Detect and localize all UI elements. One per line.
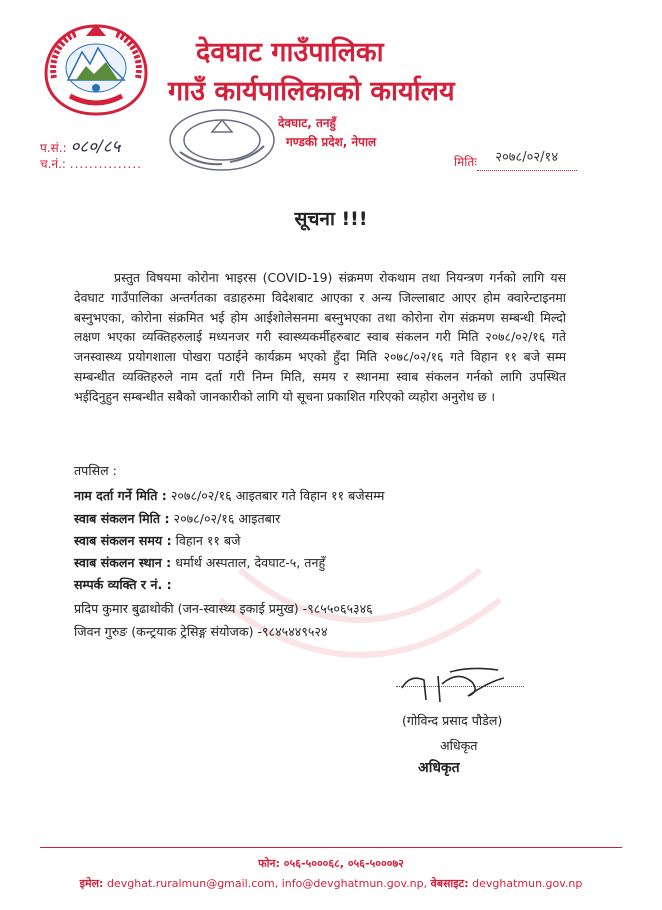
date-label: मितिः xyxy=(454,155,477,169)
detail-label: नाम दर्ता गर्ने मिति : xyxy=(74,488,167,503)
details-heading: तपसिल : xyxy=(74,463,117,478)
email-value: devghat.ruralmun@gmail.com, info@devghatmun.gov.np, xyxy=(106,877,428,890)
cn-row xyxy=(40,155,142,172)
address-line-2: गण्डकी प्रदेश, नेपाल xyxy=(286,135,377,149)
date-row xyxy=(454,152,577,171)
detail-label: स्वाब संकलन मिति : xyxy=(74,511,170,526)
signatory-title-stamp: अधिकृत xyxy=(418,760,460,776)
detail-swab-location xyxy=(74,554,325,571)
contact-person-1: प्रदिप कुमार बुढाथोकी (जन-स्वास्थ्य इकाई प्रमुख) -९८५५०६५३४६ xyxy=(74,601,373,616)
detail-label: स्वाब संकलन समय : xyxy=(74,533,172,548)
detail-value: २०७८/०२/१६ आइतबार xyxy=(173,511,281,526)
detail-value: धर्मार्थ अस्पताल, देवघाट-५, तनहुँ xyxy=(175,555,326,570)
detail-registration-date xyxy=(74,487,384,504)
email-label: इमेल: xyxy=(79,877,104,890)
website-label: वेबसाइट: xyxy=(430,877,469,890)
office-stamp-icon xyxy=(160,102,282,174)
address-line-1: देवघाट, तनहुँ xyxy=(278,116,336,130)
date-value: २०७८/०२/१४ xyxy=(495,150,559,165)
ps-value: ०८०/८५ xyxy=(70,137,121,157)
cn-dotted-line: ............... xyxy=(69,157,142,171)
nepal-emblem-icon xyxy=(36,18,156,118)
detail-contact-heading xyxy=(74,576,172,593)
footer-contact xyxy=(0,876,662,891)
notice-title: सूचना !!! xyxy=(294,208,368,230)
ps-row xyxy=(40,134,120,157)
cn-label: च.नं.: xyxy=(40,157,66,171)
contact-person-2: जिवन गुरुङ (कन्ट्रयाक ट्रेसिङ्ग संयोजक) -९८४५४४९५२४ xyxy=(74,624,328,639)
date-field xyxy=(477,152,577,171)
detail-label: स्वाब संकलन स्थान : xyxy=(74,555,172,570)
phone-value: ०५६-५०००६८, ०५६-५०००७२ xyxy=(283,857,404,870)
detail-swab-date xyxy=(74,510,280,527)
detail-swab-time xyxy=(74,532,240,549)
detail-value: २०७८/०२/१६ आइतबार गते विहान ११ बजेसम्म xyxy=(170,488,385,503)
detail-value: विहान ११ बजे xyxy=(175,533,241,548)
website-value: devghatmun.gov.np xyxy=(472,877,583,890)
ps-label: प.सं.: xyxy=(40,141,67,155)
detail-label: सम्पर्क व्यक्ति र नं. : xyxy=(74,577,172,592)
office-name: गाउँ कार्यपालिकाको कार्यालय xyxy=(168,76,455,107)
organization-name: देवघाट गाउँपालिका xyxy=(196,37,384,68)
notice-body: प्रस्तुत विषयमा कोरोना भाइरस (COVID-19) संक्रमण रोकथाम तथा नियन्त्रण गर्नको लागि यस देवघाट गाउँपालिका अन्तर्गतका वडाहरुमा विदेशबाट आएका र अन्य जिल्लाबाट आएर होम क्वारेन्टाइनमा बस्नुभएका, कोरोना संक्रमित भई होम आईशोलेसनमा बस्नुभएका तथा कोरोना रोग संक्रमण सम्बन्धी मिल्दो लक्षण भएका व्यक्तिहरुलाई मध्यनजर गरी स्वास्थ्यकर्मीहरुबाट स्वाब संकलन गरी मिति २०७८/०२/१६ गते जनस्वास्थ्य प्रयोगशाला पोखरा पठाईने कार्यक्रम भएको हुँदा मिति २०७८/०२/१६ गते विहान ११ बजे सम्म सम्बन्धीत व्यक्तिहरुले नाम दर्ता गरी निम्न मिति, समय र स्थानमा स्वाब संकलन गर्नको लागि उपस्थित भईदिनुहुन सम्बन्धीत सबैको जानकारीको लागि यो सूचना प्रकाशित गरिएको व्यहोरा अनुरोध छ । xyxy=(74,270,566,404)
footer-phone xyxy=(0,856,662,871)
signature-line xyxy=(396,686,524,687)
signatory-name: (गोविन्द प्रसाद पौडेल) xyxy=(402,713,503,728)
footer-divider xyxy=(40,847,622,848)
signatory-title: अधिकृत xyxy=(440,738,478,753)
phone-label: फोन: xyxy=(258,857,280,870)
